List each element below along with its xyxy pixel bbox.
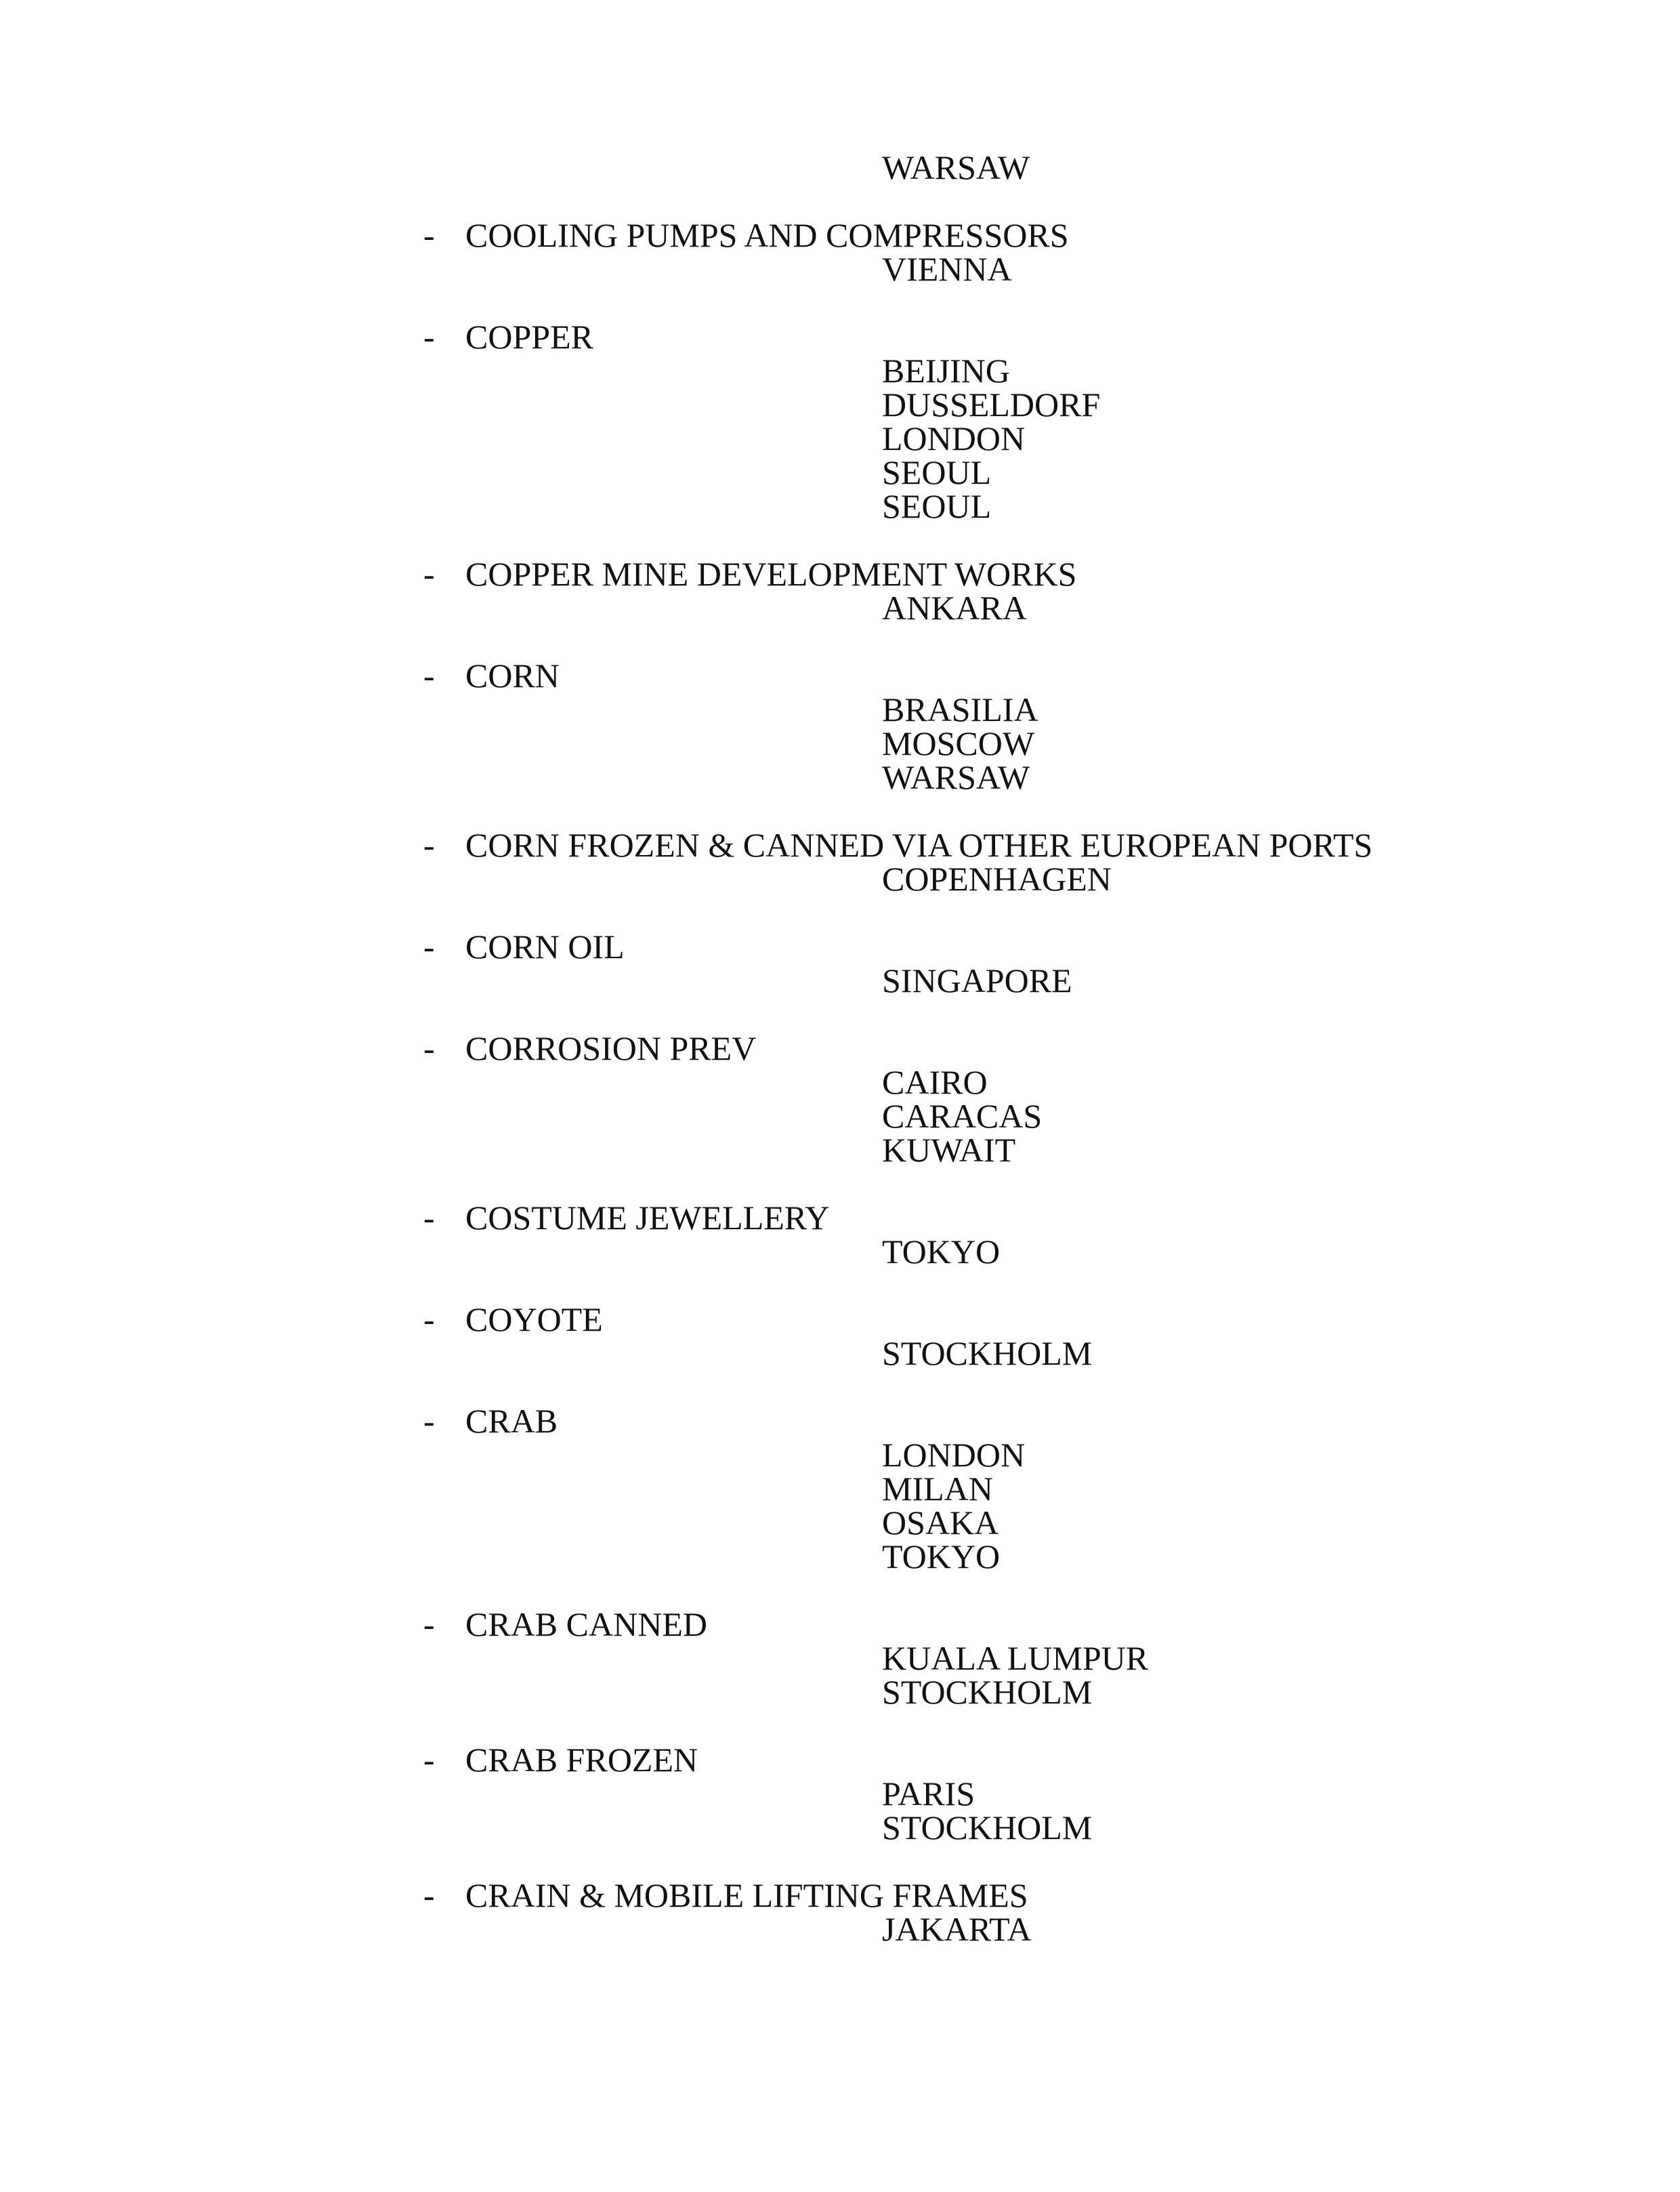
city-name: CARACAS (882, 1097, 1043, 1135)
city-name: BRASILIA (882, 690, 1038, 728)
city-list (882, 1438, 1643, 1573)
city-name: LONDON (882, 419, 1026, 457)
list-dash: - (423, 1876, 435, 1914)
commodity-entry (423, 1743, 1643, 1844)
city-list (882, 961, 1643, 999)
commodity-entry (423, 659, 1643, 794)
commodity-entry-head (423, 657, 1643, 695)
city-name: SEOUL (882, 487, 992, 525)
list-dash: - (423, 1029, 435, 1067)
list-dash: - (423, 1741, 435, 1779)
commodity-entry-head (423, 1743, 1643, 1777)
city-name: STOCKHOLM (882, 1673, 1093, 1711)
city-list (882, 354, 1643, 523)
commodity-entry-head (423, 557, 1643, 591)
commodity-entry (423, 930, 1643, 997)
city-name: KUWAIT (882, 1131, 1016, 1169)
commodity-entry (423, 218, 1643, 286)
city-name: ANKARA (882, 589, 1027, 627)
commodity-entry (423, 1031, 1643, 1167)
city-name: LONDON (882, 1436, 1026, 1474)
city-name: WARSAW (882, 758, 1030, 796)
list-dash: - (423, 657, 435, 695)
city-name: TOKYO (882, 1233, 1001, 1270)
commodity-entry (423, 828, 1643, 896)
commodity-entry-head (423, 1201, 1643, 1235)
commodity-entry-head (423, 1302, 1643, 1336)
commodity-name: CORROSION PREV (465, 1029, 757, 1067)
city-list (882, 1065, 1643, 1167)
city-name: STOCKHOLM (882, 1334, 1093, 1372)
city-list (882, 1777, 1643, 1844)
commodity-name: COSTUME JEWELLERY (465, 1199, 830, 1237)
commodity-entry-head (423, 218, 1643, 252)
city-list (882, 692, 1643, 794)
commodity-entry-head (423, 320, 1643, 354)
commodity-entry-head (423, 828, 1643, 862)
commodity-list (423, 218, 1643, 1980)
commodity-name: CRAB CANNED (465, 1605, 707, 1643)
city-name: STOCKHOLM (882, 1808, 1093, 1846)
list-dash: - (423, 1605, 435, 1643)
city-name: SINGAPORE (882, 961, 1072, 999)
commodity-entry (423, 557, 1643, 625)
city-name: MOSCOW (882, 724, 1035, 762)
commodity-name: CRAIN & MOBILE LIFTING FRAMES (465, 1876, 1028, 1914)
commodity-entry-head (423, 1878, 1643, 1912)
commodity-entry (423, 1201, 1643, 1268)
list-dash: - (423, 1402, 435, 1440)
city-name: JAKARTA (882, 1910, 1032, 1948)
city-list (882, 1912, 1643, 1946)
commodity-name: CRAB FROZEN (465, 1741, 698, 1779)
list-dash: - (423, 555, 435, 593)
list-dash: - (423, 1199, 435, 1237)
city-name: PARIS (882, 1775, 975, 1813)
commodity-entry (423, 1607, 1643, 1709)
city-list (882, 862, 1643, 896)
city-name: MILAN (882, 1470, 993, 1508)
city-name: KUALA LUMPUR (882, 1639, 1149, 1677)
city-list (882, 1336, 1643, 1370)
commodity-entry (423, 1404, 1643, 1573)
commodity-name: COYOTE (465, 1300, 603, 1338)
city-name: OSAKA (882, 1504, 999, 1542)
city-name: BEIJING (882, 352, 1010, 390)
list-dash: - (423, 928, 435, 966)
commodity-name: CRAB (465, 1402, 558, 1440)
commodity-name: COOLING PUMPS AND COMPRESSORS (465, 216, 1069, 254)
city-name: VIENNA (882, 250, 1012, 288)
lead-city: WARSAW (882, 148, 1030, 186)
commodity-name: COPPER (465, 318, 593, 356)
city-name: COPENHAGEN (882, 860, 1112, 898)
commodity-entry (423, 1878, 1643, 1946)
city-name: TOKYO (882, 1537, 1001, 1575)
list-dash: - (423, 318, 435, 356)
commodity-entry (423, 1302, 1643, 1370)
commodity-name: CORN FROZEN & CANNED VIA OTHER EUROPEAN PORTS (465, 826, 1373, 864)
commodity-name: CORN OIL (465, 928, 625, 966)
city-list (882, 252, 1643, 286)
commodity-entry (423, 320, 1643, 523)
commodity-name: COPPER MINE DEVELOPMENT WORKS (465, 555, 1077, 593)
city-list (882, 591, 1643, 625)
commodity-entry-head (423, 1607, 1643, 1641)
list-dash: - (423, 1300, 435, 1338)
city-name: DUSSELDORF (882, 386, 1101, 423)
city-list (882, 1641, 1643, 1709)
commodity-name: CORN (465, 657, 560, 695)
list-dash: - (423, 216, 435, 254)
commodity-entry-head (423, 930, 1643, 964)
list-dash: - (423, 826, 435, 864)
commodity-entry-head (423, 1031, 1643, 1065)
city-name: CAIRO (882, 1063, 988, 1101)
city-name: SEOUL (882, 453, 992, 491)
city-list (882, 1235, 1643, 1268)
commodity-entry-head (423, 1404, 1643, 1438)
